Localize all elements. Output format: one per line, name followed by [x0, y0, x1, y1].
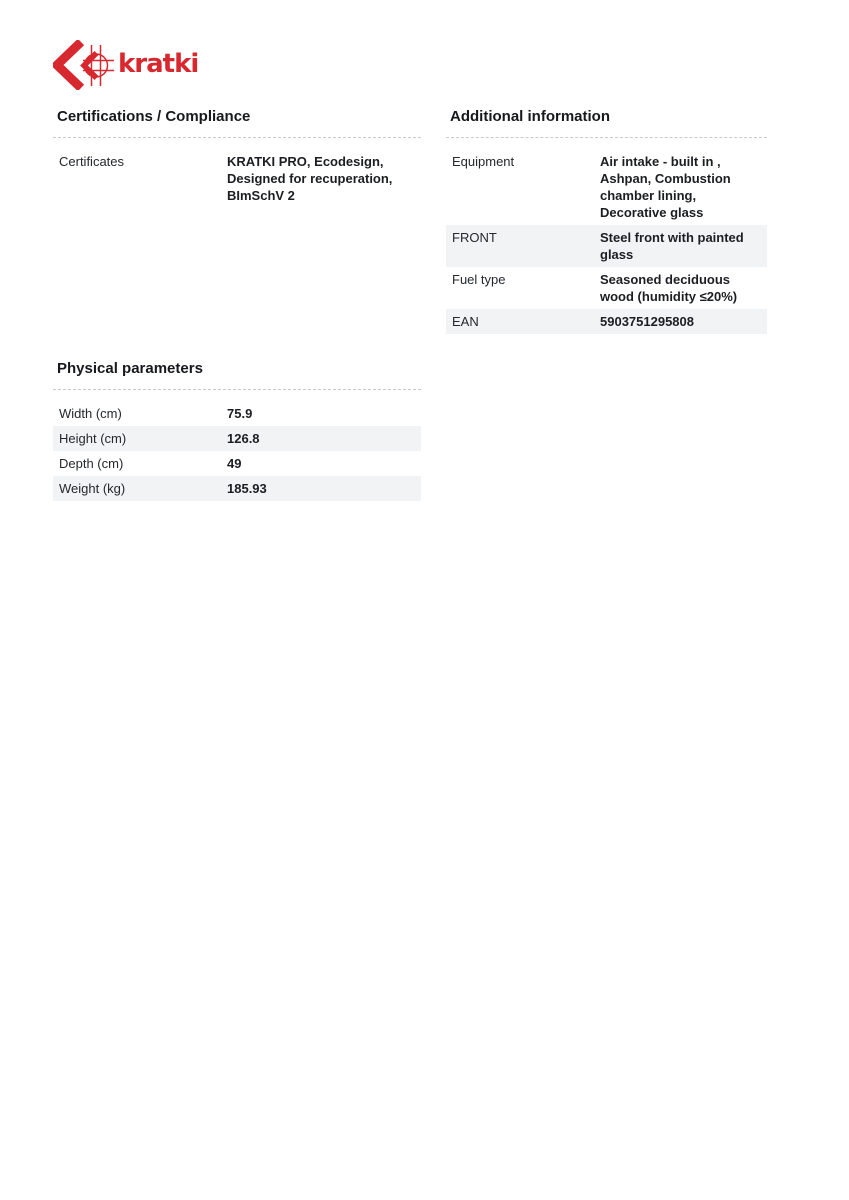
row-label: Certificates: [59, 154, 125, 169]
row-value: KRATKI PRO, Ecodesign, Designed for recuperation, BImSchV 2: [227, 154, 393, 203]
table-row: [53, 476, 421, 501]
row-value: 5903751295808: [600, 314, 694, 329]
brand-logo: [53, 40, 198, 90]
row-label: Equipment: [452, 154, 515, 169]
section-title-certifications: Certifications / Compliance: [53, 107, 421, 138]
table-row: [446, 225, 767, 267]
table-row: [53, 149, 421, 208]
brand-name: kratki: [118, 49, 199, 79]
table-row: [446, 149, 767, 225]
row-value: 126.8: [227, 431, 260, 446]
table-row: [53, 451, 421, 476]
section-physical-parameters: [53, 359, 421, 501]
row-value: 75.9: [227, 406, 253, 421]
row-value: 49: [227, 456, 242, 471]
row-value: Seasoned deciduous wood (humidity ≤20%): [600, 272, 738, 304]
certifications-table: [53, 149, 421, 208]
spec-sheet: [53, 107, 767, 501]
table-row: [446, 267, 767, 309]
section-certifications: [53, 107, 421, 208]
additional-information-table: [446, 149, 767, 334]
physical-parameters-table: [53, 401, 421, 501]
table-row: [53, 426, 421, 451]
row-label: Weight (kg): [59, 481, 126, 496]
row-value: Air intake - built in , Ashpan, Combustion chamber lining, Decorative glass: [600, 154, 731, 220]
row-label: FRONT: [452, 230, 497, 245]
row-value: 185.93: [227, 481, 267, 496]
kratki-logo-icon: [53, 40, 115, 90]
section-title-additional-information: Additional information: [446, 107, 767, 138]
section-title-physical-parameters: Physical parameters: [53, 359, 421, 390]
table-row: [53, 401, 421, 426]
row-label: Depth (cm): [59, 456, 124, 471]
row-label: Fuel type: [452, 272, 506, 287]
table-row: [446, 309, 767, 334]
section-additional-information: [446, 107, 767, 334]
row-label: Height (cm): [59, 431, 127, 446]
row-value: Steel front with painted glass: [600, 230, 744, 262]
row-label: EAN: [452, 314, 479, 329]
row-label: Width (cm): [59, 406, 122, 421]
